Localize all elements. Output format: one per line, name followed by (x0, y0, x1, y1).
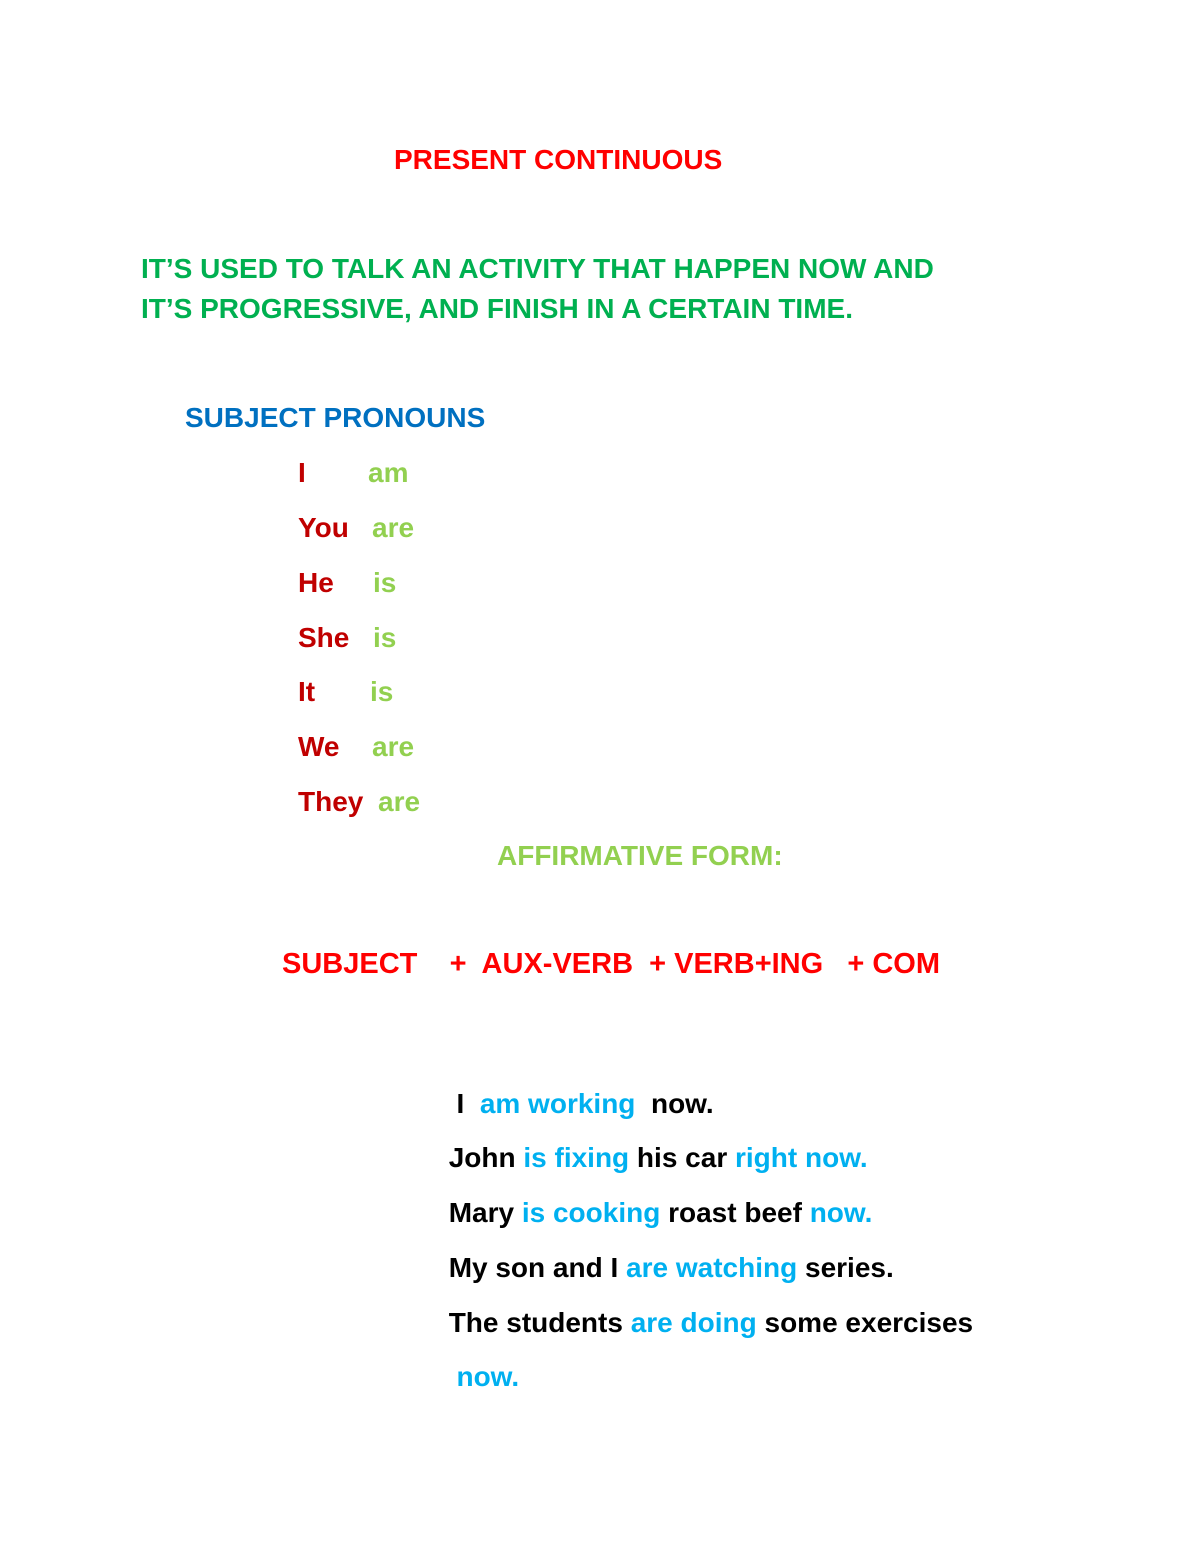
example-text: his car (629, 1142, 735, 1173)
example-text: My son and I (448, 1252, 627, 1283)
example-text: John (448, 1142, 524, 1173)
example-text: now. (635, 1088, 714, 1119)
pronoun-they: They (298, 786, 364, 817)
page-title: PRESENT CONTINUOUS (394, 144, 723, 175)
pronoun-i: I (298, 457, 306, 488)
aux-verb-are: are (372, 731, 415, 762)
aux-verb-is: is (373, 622, 397, 653)
aux-verb-are: are (378, 786, 421, 817)
subject-pronouns-heading: SUBJECT PRONOUNS (185, 402, 486, 433)
example-highlight: right now. (735, 1142, 868, 1173)
example-highlight: now. (448, 1361, 520, 1392)
pronoun-it: It (298, 676, 316, 707)
aux-verb-is: is (370, 676, 394, 707)
definition-line-2: IT’S PROGRESSIVE, AND FINISH IN A CERTAIN TIME. (141, 293, 853, 324)
pronoun-you: You (298, 512, 349, 543)
example-highlight: is fixing (523, 1142, 630, 1173)
definition-line-1: IT’S USED TO TALK AN ACTIVITY THAT HAPPEN NOW AND (141, 253, 934, 284)
affirmative-form-heading: AFFIRMATIVE FORM: (497, 840, 783, 871)
aux-verb-am: am (368, 457, 409, 488)
pronoun-he: He (298, 567, 334, 598)
example-highlight: is cooking (521, 1197, 661, 1228)
example-highlight: now. (809, 1197, 873, 1228)
pronoun-we: We (298, 731, 340, 762)
example-text: some exercises (756, 1307, 974, 1338)
example-text: roast beef (660, 1197, 810, 1228)
example-sentence (402, 1335, 519, 1419)
aux-verb-is: is (373, 567, 397, 598)
pronoun-she: She (298, 622, 350, 653)
example-text: I (448, 1088, 480, 1119)
example-highlight: am working (479, 1088, 636, 1119)
example-text: series. (797, 1252, 894, 1283)
affirmative-formula: SUBJECT + AUX-VERB + VERB+ING + COM (282, 948, 941, 980)
example-highlight: are watching (626, 1252, 798, 1283)
example-text: Mary (448, 1197, 522, 1228)
aux-verb-are: are (372, 512, 415, 543)
example-text: The students (448, 1307, 631, 1338)
example-highlight: are doing (630, 1307, 757, 1338)
